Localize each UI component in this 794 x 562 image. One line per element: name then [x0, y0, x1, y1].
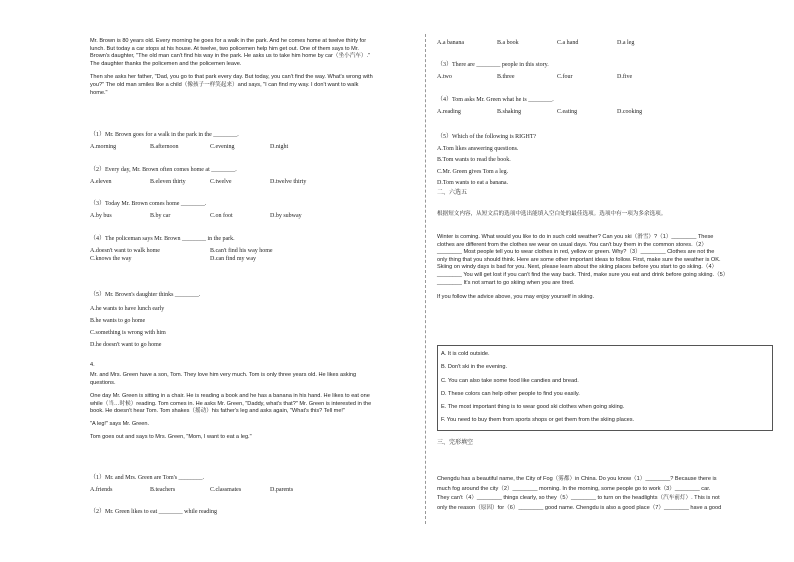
option-a[interactable]: A.eleven: [90, 178, 112, 185]
question-stem: （4）Tom asks Mr. Green what he is ________.: [437, 97, 554, 103]
option-b[interactable]: B.by car: [150, 212, 171, 219]
passage-line: The daughter thanks the policemen and the policemen leave.: [90, 60, 242, 67]
passage-line: Mr. Brown is 80 years old. Every morning he goes for a walk in the park. And he comes home at twelve thirty for: [90, 38, 367, 44]
passage-line: book. He doesn't hear Tom. Tom shakes（摇动）his father's leg and asks again, "What's this? Tell me!": [90, 408, 345, 415]
passage-1: [90, 38, 412, 97]
option-d[interactable]: D.cooking: [617, 108, 643, 115]
section-heading: 三、完形填空: [437, 440, 474, 446]
option-c[interactable]: C.Mr. Green gives Tom a leg.: [437, 168, 509, 175]
passage-line: If you follow the advice above, you may enjoy yourself in skiing.: [437, 294, 595, 301]
option-b[interactable]: B.he wants to go home: [90, 317, 146, 324]
p2-question-2-options: [437, 40, 773, 48]
option-b[interactable]: B.afternoon: [150, 143, 179, 150]
option-c[interactable]: C.eating: [557, 108, 578, 115]
option-b[interactable]: B.teachers: [150, 486, 176, 493]
option-b[interactable]: B.Tom wants to read the book.: [437, 157, 511, 163]
option-d[interactable]: D.Tom wants to eat a banana.: [437, 180, 509, 186]
option-a[interactable]: A.doesn't want to walk home: [90, 247, 160, 254]
question-3: [90, 201, 412, 221]
choices-box: [437, 345, 773, 431]
option-d[interactable]: D.he doesn't want to go home: [90, 341, 162, 348]
option-d[interactable]: D.twelve thirty: [270, 178, 307, 185]
p2-question-3: [437, 62, 773, 82]
passage-line: ________ It's not smart to go skiing when you are tired.: [437, 279, 575, 286]
passage-line: home.": [90, 89, 108, 96]
p2-question-2: [90, 509, 412, 517]
question-stem: （5）Which of the following is RIGHT?: [437, 134, 537, 140]
option-d[interactable]: D.a leg: [617, 40, 635, 46]
option-d[interactable]: D.night: [270, 143, 289, 150]
passage-line: ________ You will get lost if you can't find the way back. Third, make sure you eat and drink before going skiing.（5）: [437, 271, 729, 278]
passage-line: Winter is coming. What would you like to do in such cold weather? Can you ski（滑雪）?（1）________ These: [437, 234, 714, 240]
option-b[interactable]: B.eleven thirty: [150, 178, 186, 185]
passage-line: Brown's daughter, "The old man can't find his way in the park. He asks us to take him home by car（坐小汽车）.": [90, 53, 371, 60]
option-a[interactable]: A.friends: [90, 486, 113, 493]
section-instructions: 根据短文内容，从短文后的选项中选出能填入空白处的最佳选项。选项中有一项为多余选项。: [437, 211, 667, 217]
passage-line: you?" The old man smiles like a child（像孩子一样笑起来）and says, "I can find my way. I don't want to walk: [90, 81, 359, 88]
passage-line: questions.: [90, 379, 116, 386]
option-c[interactable]: C.on foot: [210, 212, 233, 219]
question-4: [90, 236, 412, 264]
option-a[interactable]: A.Tom likes answering questions.: [437, 145, 519, 152]
passage-line: lunch. But today a car stops at his house. At twelve, two policemen help him get out. One of them says to Mr.: [90, 45, 359, 52]
passage-line: They can't（4）________ things clearly, so they（5）________ to turn on the headlights（汽车前灯）. This is not: [437, 495, 720, 502]
question-stem: （5）Mr. Brown's daughter thinks ________.: [90, 292, 201, 298]
option-d[interactable]: D.five: [617, 73, 633, 80]
choice-e[interactable]: E. The most important thing is to wear good ski clothes when going skiing.: [441, 404, 625, 411]
passage-line: only thing that you should think. Here are some other important ideas to follow. First, make sure the weather is OK.: [437, 256, 721, 263]
question-stem: （2）Every day, Mr. Brown often comes home at ________.: [90, 167, 237, 173]
option-a[interactable]: A.a banana: [437, 40, 464, 46]
option-b[interactable]: B.can't find his way home: [210, 247, 273, 254]
choice-d[interactable]: D. These colors can help other people to find you easily.: [441, 390, 580, 397]
option-a[interactable]: A.he wants to have lunch early: [90, 305, 165, 312]
option-a[interactable]: A.two: [437, 73, 452, 80]
passage-line: One day Mr. Green is sitting in a chair. He is reading a book and he has a banana in his hand. He likes to eat one: [90, 393, 370, 400]
question-stem: （1）Mr. Brown goes for a walk in the park in the ________.: [90, 132, 239, 138]
option-c[interactable]: C.classmates: [210, 486, 242, 493]
column-divider: [425, 34, 426, 524]
passage-line: while（当…时候）reading. Tom comes in. He asks Mr. Green, "Daddy, what's that?" Mr. Green is interested in the: [90, 400, 372, 407]
choice-b[interactable]: B. Don't ski in the evening.: [441, 364, 508, 371]
option-b[interactable]: B.three: [497, 73, 515, 80]
choice-a[interactable]: A. It is cold outside.: [441, 351, 490, 357]
question-stem: （4）The policeman says Mr. Brown ________ in the park.: [90, 236, 235, 242]
option-c[interactable]: C.something is wrong with him: [90, 329, 166, 336]
passage-3: [437, 234, 773, 302]
question-stem: （3）Today Mr. Brown comes home ________.: [90, 201, 207, 207]
option-a[interactable]: A.morning: [90, 143, 117, 150]
question-5: [90, 292, 412, 351]
option-b[interactable]: B.a book: [497, 40, 519, 46]
question-stem: （2）Mr. Green likes to eat ________ while reading: [90, 509, 217, 515]
option-b[interactable]: B.shaking: [497, 108, 522, 115]
question-stem: （1）Mr. and Mrs. Green are Tom's ________.: [90, 475, 205, 481]
passage-line: clothes are different from the clothes we wear on usual days. You can't buy them in the common stores.（2）: [437, 241, 707, 248]
p2-question-5: [437, 132, 773, 190]
passage-line: Skiing on windy days is bad for you. Next, please learn about the skiing places before you start to go skiing.（4）: [437, 264, 718, 271]
passage-line: "A leg!" says Mr. Green.: [90, 420, 149, 427]
option-d[interactable]: D.parents: [270, 486, 294, 493]
option-d[interactable]: D.by subway: [270, 212, 302, 219]
option-a[interactable]: A.by bus: [90, 212, 112, 219]
option-a[interactable]: A.reading: [437, 108, 461, 115]
p2-question-1: [90, 475, 412, 495]
option-c[interactable]: C.twelve: [210, 178, 232, 185]
question-2: [90, 167, 412, 187]
choice-c[interactable]: C. You can also take some food like candies and bread.: [441, 377, 579, 384]
question-1: [90, 132, 412, 152]
passage-number: 4.: [90, 362, 95, 368]
choice-f[interactable]: F. You need to buy them from sports shops or get them from the skiing places.: [441, 417, 635, 424]
passage-4: [437, 475, 773, 513]
passage-line: ________ Most people tell you to wear clothes in red, yellow or green. Why?（3）________ Clothes are not the: [437, 249, 715, 256]
passage-line: Tom goes out and says to Mrs. Green, "Mom, I want to eat a leg.": [90, 433, 252, 440]
passage-2: [90, 372, 412, 441]
passage-line: Chengdu has a beautiful name, the City of Fog（雾都）in China. Do you know（1）________? Because there is: [437, 476, 717, 482]
option-d[interactable]: D.can find my way: [210, 255, 256, 262]
option-c[interactable]: C.four: [557, 73, 573, 80]
passage-line: Then she asks her father, "Dad, you go to that park every day. But today, you can't find the way. What's wrong with: [90, 74, 373, 81]
p2-question-4: [437, 97, 773, 117]
option-c[interactable]: C.a hand: [557, 40, 579, 46]
option-c[interactable]: C.evening: [210, 143, 235, 150]
passage-line: only the reason（原因）for（6）________ good name. Chengdu is also a good place（7）________ have a good: [437, 504, 722, 511]
question-stem: （3）There are ________ people in this story.: [437, 62, 549, 68]
passage-line: much fog around the city（2）________ morning. In the morning, some people go to work（3）________ car.: [437, 485, 711, 492]
passage-line: Mr. and Mrs. Green have a son, Tom. They love him very much. Tom is only three years old. He likes asking: [90, 372, 357, 378]
section-heading: 二、六选五: [437, 190, 468, 196]
option-c[interactable]: C.knows the way: [90, 255, 132, 262]
